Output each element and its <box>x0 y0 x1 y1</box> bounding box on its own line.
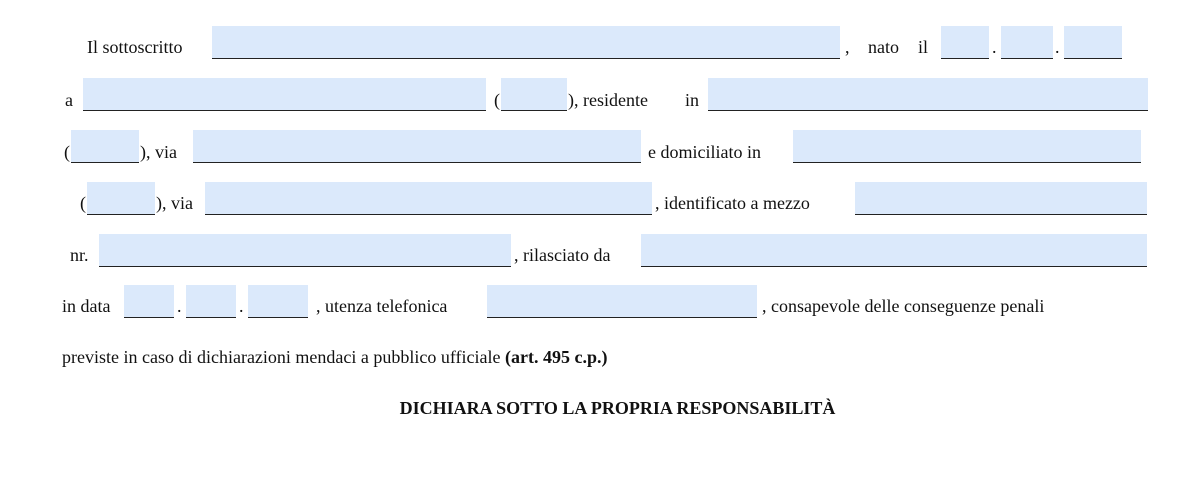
comma: , <box>845 37 850 57</box>
label-nr: nr. <box>70 245 89 265</box>
label-identificato: , identificato a mezzo <box>655 193 810 213</box>
id-document-number-field[interactable] <box>99 234 511 267</box>
residence-city-field[interactable] <box>708 78 1148 111</box>
label-rilasciato: , rilasciato da <box>514 245 611 265</box>
date-separator: . <box>177 296 182 316</box>
birth-month-field[interactable] <box>1001 26 1053 59</box>
birth-year-field[interactable] <box>1064 26 1122 59</box>
declaration-text <box>62 347 608 367</box>
label-in: in <box>685 90 700 110</box>
id-issuer-field[interactable] <box>641 234 1147 267</box>
label-utenza: , utenza telefonica <box>316 296 448 316</box>
label-consapevole: , consapevole delle conseguenze penali <box>762 296 1045 316</box>
domicile-city-field[interactable] <box>793 130 1141 163</box>
label-via: ), via <box>140 142 177 162</box>
residence-street-field[interactable] <box>193 130 641 163</box>
label-residente: ), residente <box>568 90 648 110</box>
label-sottoscritto: Il sottoscritto <box>87 37 183 57</box>
issue-month-field[interactable] <box>186 285 236 318</box>
date-separator: . <box>239 296 244 316</box>
date-separator: . <box>1055 37 1060 57</box>
declaration-heading: DICHIARA SOTTO LA PROPRIA RESPONSABILITÀ <box>399 398 836 418</box>
phone-field[interactable] <box>487 285 757 318</box>
issue-year-field[interactable] <box>248 285 308 318</box>
label-via: ), via <box>156 193 193 213</box>
date-separator: . <box>992 37 997 57</box>
paren-open: ( <box>64 142 70 162</box>
birth-day-field[interactable] <box>941 26 989 59</box>
birth-province-field[interactable] <box>501 78 567 111</box>
legal-reference: (art. 495 c.p.) <box>505 347 608 367</box>
residence-province-field[interactable] <box>71 130 139 163</box>
label-il: il <box>918 37 929 57</box>
domicile-province-field[interactable] <box>87 182 155 215</box>
declaration-plain: previste in caso di dichiarazioni mendaci a pubblico ufficiale <box>62 347 501 367</box>
paren-open: ( <box>80 193 86 213</box>
issue-day-field[interactable] <box>124 285 174 318</box>
label-domiciliato: e domiciliato in <box>648 142 761 162</box>
domicile-street-field[interactable] <box>205 182 652 215</box>
paren-open: ( <box>494 90 500 110</box>
id-document-type-field[interactable] <box>855 182 1147 215</box>
label-a: a <box>65 90 73 110</box>
label-nato: nato <box>868 37 899 57</box>
birth-place-field[interactable] <box>83 78 486 111</box>
label-in-data: in data <box>62 296 111 316</box>
nome-field[interactable] <box>212 26 840 59</box>
